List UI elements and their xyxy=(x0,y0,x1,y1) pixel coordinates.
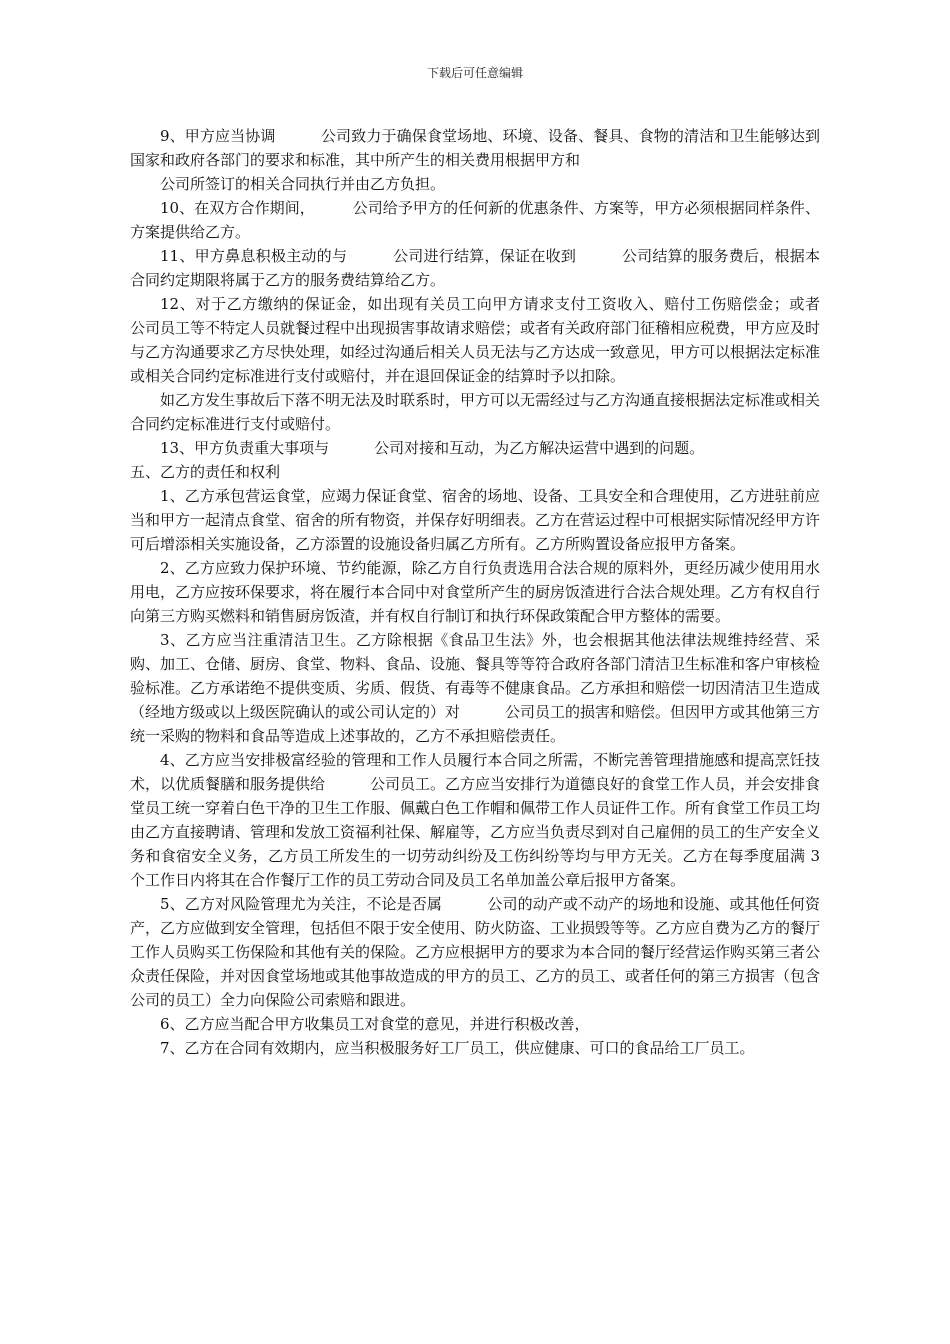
paragraph: 5、乙方对风险管理尤为关注，不论是否属 公司的动产或不动产的场地和设施、或其他任何资产，乙方应做到安全管理，包括但不限于安全使用、防火防盗、工业损毁等等。乙方应自费为乙方的餐厅工作人员购买工伤保险和其他有关的保险。乙方应根据甲方的要求为本合同的餐厅经营运作购买第三者公众责任保险，并对因食堂场地或其他事故造成的甲方的员工、乙方的员工、或者任何的第三方损害（包含 公司的员工）全力向保险公司索赔和跟进。 xyxy=(130,895,866,1009)
paragraph: 公司所签订的相关合同执行并由乙方负担。 xyxy=(160,175,446,193)
paragraph: 13、甲方负责重大事项与 公司对接和互动，为乙方解决运营中遇到的问题。 xyxy=(160,439,705,457)
paragraph: 1、乙方承包营运食堂，应竭力保证食堂、宿舍的场地、设备、工具安全和合理使用，乙方进驻前应当和甲方一起清点食堂、宿舍的所有物资，并保存好明细表。乙方在营运过程中可根据实际情况经甲方许可后增添相关实施设备，乙方添置的设施设备归属乙方所有。乙方所购置设备应报甲方备案。 xyxy=(130,487,821,553)
document-body xyxy=(130,124,866,1060)
paragraph: 7、乙方在合同有效期内，应当积极服务好工厂员工，供应健康、可口的食品给工厂员工。 xyxy=(160,1039,755,1057)
paragraph: 12、对于乙方缴纳的保证金，如出现有关员工向甲方请求支付工资收入、赔付工伤赔偿金；或者 公司员工等不特定人员就餐过程中出现损害事故请求赔偿；或者有关政府部门征稽相应税费，甲方应及时与乙方沟通要求乙方尽快处理，如经过沟通后相关人员无法与乙方达成一致意见，甲方可以根据法定标准或相关合同约定标准进行支付或赔付，并在退回保证金的结算时予以扣除。 xyxy=(130,295,866,385)
page-header: 下载后可任意编辑 xyxy=(426,66,523,80)
paragraph: 2、乙方应致力保护环境、节约能源，除乙方自行负责选用合法合规的原料外，更经历减少使用用水用电，乙方应按环保要求，将在履行本合同中对食堂所产生的厨房饭渣进行合法合规处理。乙方有权自行向第三方购买燃料和销售厨房饭渣，并有权自行制订和执行环保政策配合甲方整体的需要。 xyxy=(130,559,821,625)
section-heading: 五、乙方的责任和权利 xyxy=(130,463,281,481)
paragraph: 如乙方发生事故后下落不明无法及时联系时，甲方可以无需经过与乙方沟通直接根据法定标准或相关合同约定标准进行支付或赔付。 xyxy=(130,391,821,433)
paragraph: 9、甲方应当协调 公司致力于确保食堂场地、环境、设备、餐具、食物的清洁和卫生能够达到国家和政府各部门的要求和标准，其中所产生的相关费用根据甲方和 xyxy=(130,127,820,169)
paragraph: 10、在双方合作期间， 公司给予甲方的任何新的优惠条件、方案等，甲方必须根据同样条件、方案提供给乙方。 xyxy=(130,199,820,241)
paragraph: 11、甲方鼻息积极主动的与 公司进行结算，保证在收到 公司结算的服务费后，根据本合同约定期限将属于乙方的服务费结算给乙方。 xyxy=(130,247,820,289)
paragraph: 4、乙方应当安排极富经验的管理和工作人员履行本合同之所需，不断完善管理措施感和提高烹饪技术，以优质餐膳和服务提供给 公司员工。乙方应当安排行为道德良好的食堂工作人员，并会安排食堂员工统一穿着白色干净的卫生工作服、佩戴白色工作帽和佩带工作人员证件工作。所有食堂工作员工均由乙方直接聘请、管理和发放工资福利社保、解雇等，乙方应当负责尽到对自己雇佣的员工的生产安全义务和食宿安全义务，乙方员工所发生的一切劳动纠纷及工伤纠纷等均与甲方无关。乙方在每季度届满 3 个工作日内将其在合作餐厅工作的员工劳动合同及员工名单加盖公章后报甲方备案。 xyxy=(130,751,821,889)
paragraph: 6、乙方应当配合甲方收集员工对食堂的意见，并进行积极改善， xyxy=(160,1015,590,1033)
paragraph: 3、乙方应当注重清洁卫生。乙方除根据《食品卫生法》外，也会根据其他法律法规维持经营、采购、加工、仓储、厨房、食堂、物料、食品、设施、餐具等等符合政府各部门清洁卫生标准和客户审核检验标准。乙方承诺绝不提供变质、劣质、假货、有毒等不健康食品。乙方承担和赔偿一切因清洁卫生造成（经地方级或以上级医院确认的或公司认定的）对 公司员工的损害和赔偿。但因甲方或其他第三方统一采购的物料和食品等造成上述事故的，乙方不承担赔偿责任。 xyxy=(130,631,821,745)
